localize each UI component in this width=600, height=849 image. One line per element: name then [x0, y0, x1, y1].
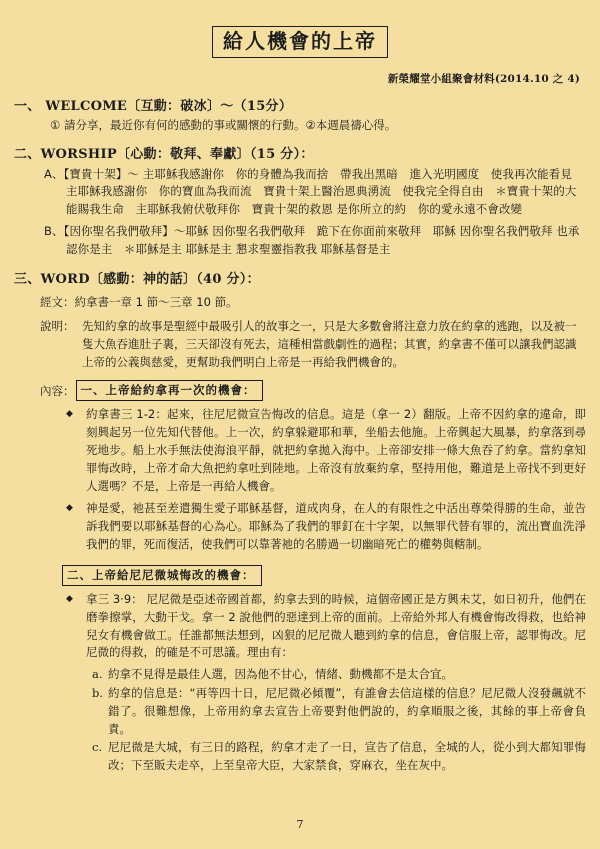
- subsection-2-heading-row: [62, 564, 586, 586]
- worship-song-b: B、【因你聖名我們敬拜】～耶穌 因你聖名我們敬拜 跪下在你面前來敬拜 耶穌 因你聖名我們敬拜 也承認你是主 ＊耶穌是主 耶穌是主 懇求聖靈指教我 耶穌基督是主: [44, 224, 580, 256]
- explanation-text: 先知約拿的故事是聖經中最吸引人的故事之一，只是大多數會將注意力放在約拿的逃跑，以及被一隻大魚吞進肚子裏，三天卻沒有死去，這種相當戲劇性的過程；其實，約拿書不僅可以讓我們認識上帝的公義與慈愛，更幫助我們明白上帝是一再給我們機會的。: [82, 318, 577, 369]
- document-subtitle: 新榮耀堂小組聚會材料(2014.10 之 4): [387, 73, 580, 85]
- list-marker: c.: [92, 740, 103, 755]
- diamond-bullet-icon: ◆: [66, 409, 73, 420]
- list-item: [92, 666, 586, 684]
- scripture-label: 經文：: [40, 294, 75, 309]
- bullet-text: 神是愛，祂甚至差遣獨生愛子耶穌基督，道成肉身，在人的有限性之中活出尊榮得勝的生命，並告訴我們要以耶穌基督的心為心。耶穌為了我們的罪釘在十字架，以無罪代替有罪的，流出寶血洗淨我們的罪，死而復活，使我們可以靠著祂的名勝過一切幽暗死亡的權勢與轄制。: [86, 501, 586, 552]
- bullet-item: [66, 500, 586, 553]
- list-item-text: 尼尼微是大城，有三日的路程，約拿才走了一日，宣告了信息，全城的人，從小到大都知罪悔改；下至販夫走卒，上至皇帝大臣，大家禁食，穿麻衣，坐在灰中。: [108, 740, 586, 773]
- bullet-text: 約拿書三 1-2：起來，往尼尼微宣告悔改的信息。這是（拿一 2）翻版。上帝不因約拿的違命，即刻興起另一位先知代替他。上一次，約拿躲避耶和華，坐船去他施。上帝興起大風暴，約拿落到尋死地步。船上水手無法使海浪平靜，就把約拿拋入海中。上帝卻安排一條大魚吞了約拿。當約拿知罪悔改時，上帝才命大魚把約拿吐到陸地。上帝沒有放棄約拿，堅持用他，難道是上帝找不到更好人選嗎？不是，上帝是一再給人機會。: [86, 407, 586, 493]
- bullet-text: 拿三 3‧9： 尼尼微是亞述帝國首都，約拿去到的時候，這個帝國正是方興未艾，如日初升，他們在磨拳擦掌，大動干戈。拿一 2 說他們的惡達到上帝的面前。上帝給外邦人有機會悔改得救，也給神兒女有機會做工。任誰都無法想到，凶狠的尼尼微人聽到約拿的信息，會信服上帝，認罪悔改。尼尼微的得救，的確是不可思議。理由有：: [86, 591, 586, 660]
- worship-song-a: A、【寶貴十架】～ 主耶穌我感謝你 你的身體為我而捨 帶我出黑暗 進入光明國度 使我再次能看見 主耶穌我感謝你 你的寶血為我而流 寶貴十架上醫治恩典湧流 使我完全得自由 ＊寶貴十架的大能賜我生命 主耶穌我俯伏敬拜你 寶貴十架的救恩 是你所立的約 你的愛永遠不會改變: [44, 166, 584, 217]
- page-title: 給人機會的上帝: [212, 26, 388, 58]
- content-heading-row: [40, 380, 586, 401]
- list-marker: a.: [92, 667, 103, 682]
- list-marker: b.: [92, 685, 104, 700]
- scripture-line: [40, 294, 586, 311]
- scripture-reference: 約拿書一章 1 節～三章 10 節。: [74, 294, 238, 309]
- section-heading-welcome: 一、 WELCOME〔互動：破冰〕～（15分）: [14, 99, 293, 114]
- content-label: 內容：: [40, 383, 75, 398]
- section-heading-word: 三、WORD〔感動：神的話〕（40 分）：: [14, 271, 260, 287]
- diamond-bullet-icon: ◆: [66, 503, 73, 514]
- page-number: 7: [296, 818, 304, 831]
- list-item-text: 約拿不見得是最佳人選，因為他不甘心，情緒、動機都不是太合宜。: [108, 667, 453, 682]
- subsection-2-heading: 二、上帝給尼尼微城悔改的機會：: [62, 565, 262, 586]
- subsection-1-heading: 一、上帝給約拿再一次的機會：: [76, 380, 263, 401]
- explanation-paragraph: [40, 318, 586, 371]
- bullet-item: [66, 591, 586, 662]
- explanation-label: 說明：: [40, 318, 75, 333]
- bullet-item: [66, 406, 586, 495]
- diamond-bullet-icon: ◆: [66, 593, 73, 604]
- list-item-text: 約拿的信息是：“再等四十日，尼尼微必傾覆”，有誰會去信這樣的信息？尼尼微人沒發飆就不錯了。很難想像，上帝用約拿去宣告上帝要對他們說的，約拿順服之後，其餘的事上帝會負責。: [108, 685, 586, 736]
- welcome-item-1: ① 請分享，最近你有何的感動的事或關懷的行動。②本週晨禱心得。: [50, 118, 397, 132]
- section-heading-worship: 二、WORSHIP〔心動：敬拜、奉獻〕（15 分）：: [14, 146, 314, 162]
- list-item: [92, 685, 586, 738]
- reason-list: [92, 666, 586, 775]
- title-container: [14, 26, 586, 58]
- list-item: [92, 739, 586, 775]
